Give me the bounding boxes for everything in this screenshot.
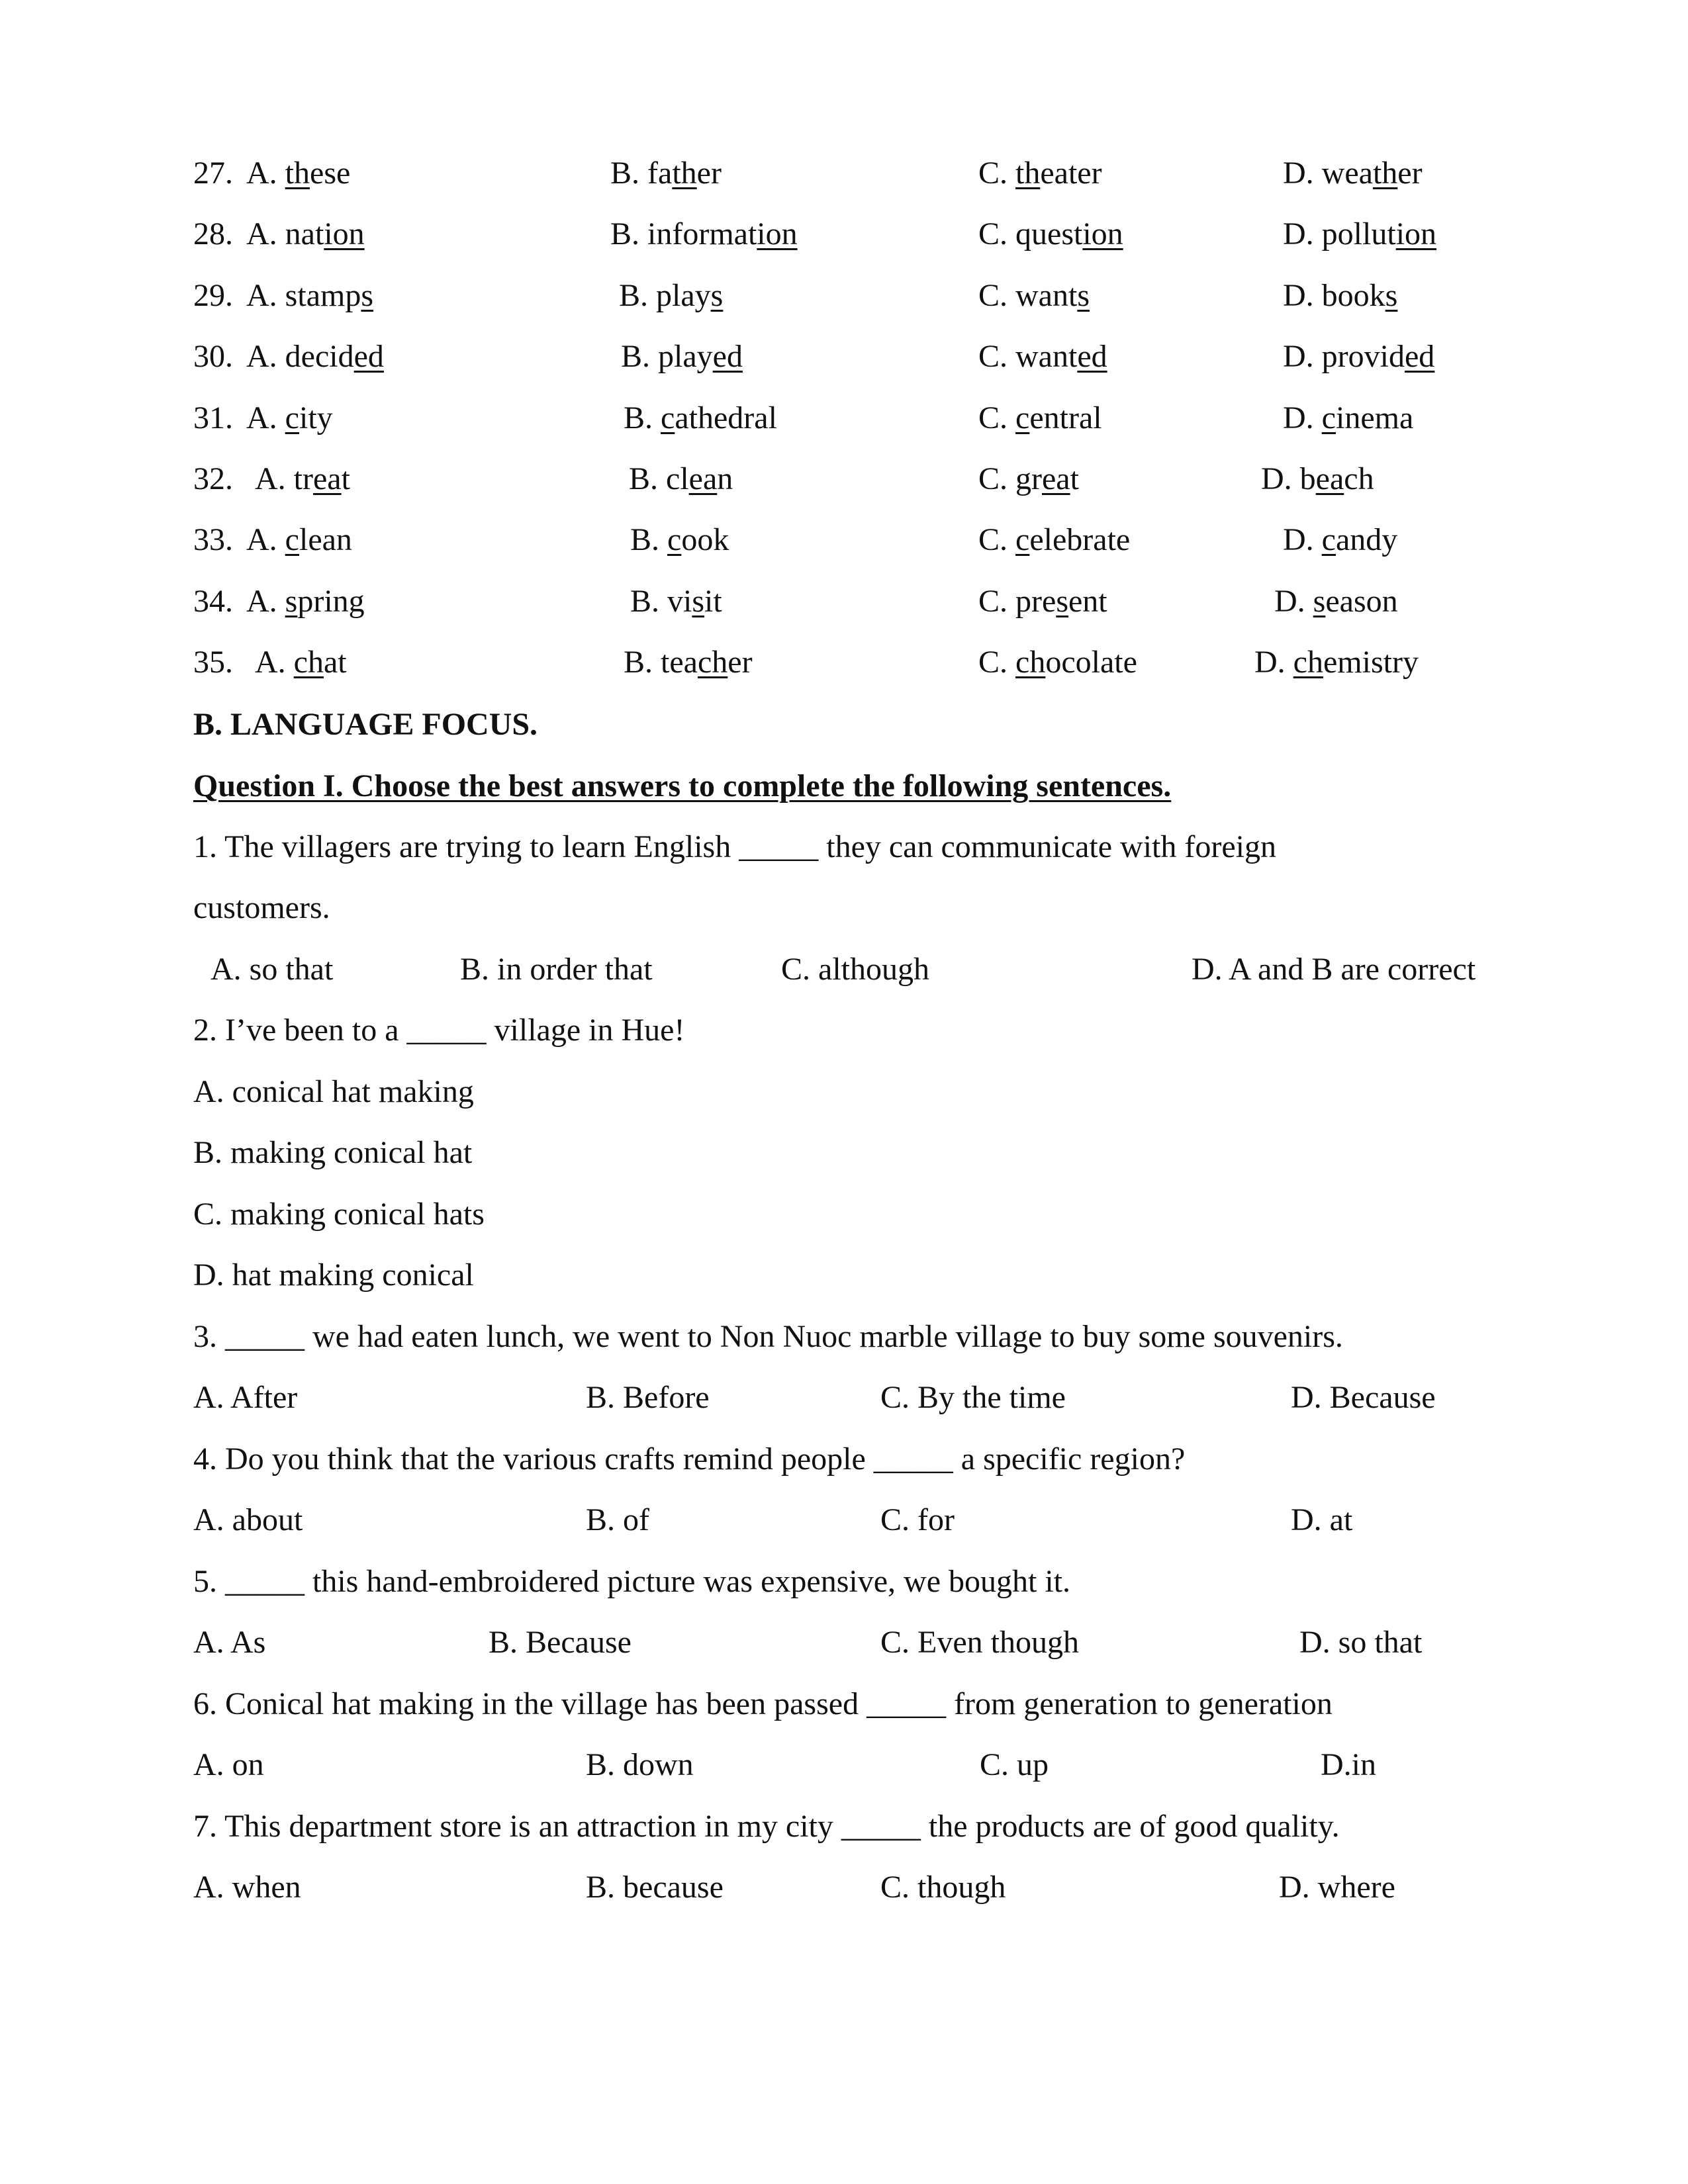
word-part: at xyxy=(323,645,347,680)
option-letter: A. xyxy=(246,216,277,251)
option-letter: A. xyxy=(255,645,286,680)
option-letter: A. xyxy=(246,584,277,619)
option-a xyxy=(255,459,350,499)
q3-stem: 3. _____ we had eaten lunch, we went to Non Nuoc marble village to buy some souvenirs. xyxy=(193,1319,1343,1354)
option-letter: B. xyxy=(610,156,640,191)
option-letter: B. xyxy=(619,278,649,313)
option-b xyxy=(630,582,722,621)
question-i-heading: Question I. Choose the best answers to complete the following sentences. xyxy=(193,768,1172,803)
q5-option-b: B. Because xyxy=(489,1625,632,1660)
option-d xyxy=(1274,582,1398,621)
word-part: er xyxy=(1397,156,1423,191)
option-d xyxy=(1283,520,1397,560)
item-number: 31. xyxy=(193,400,233,435)
option-d xyxy=(1283,398,1413,438)
q2-option-c: C. making conical hats xyxy=(193,1197,485,1232)
underlined-sound: c xyxy=(1015,522,1030,557)
option-c xyxy=(978,398,1102,438)
option-d xyxy=(1254,643,1419,682)
q3-option-c: C. By the time xyxy=(880,1380,1066,1415)
option-letter: B. xyxy=(630,584,660,619)
option-letter: B. xyxy=(610,216,640,251)
word-part: t xyxy=(1070,461,1079,496)
option-d xyxy=(1261,459,1374,499)
option-letter: C. xyxy=(978,400,1008,435)
q2-option-d: D. hat making conical xyxy=(193,1257,474,1293)
underlined-sound: c xyxy=(1321,522,1336,557)
option-a xyxy=(246,276,373,316)
q1-stem-line1: 1. The villagers are trying to learn English _____ they can communicate with foreign xyxy=(193,829,1276,864)
option-letter: D. xyxy=(1261,461,1292,496)
q5-option-c: C. Even though xyxy=(880,1625,1079,1660)
option-b xyxy=(629,459,733,499)
option-letter: D. xyxy=(1283,522,1314,557)
word-part: pre xyxy=(1015,584,1056,619)
option-a xyxy=(246,154,350,193)
underlined-sound: th xyxy=(1015,156,1041,191)
item-number: 32. xyxy=(193,461,233,496)
option-letter: A. xyxy=(246,339,277,374)
underlined-sound: s xyxy=(1313,584,1326,619)
underlined-sound: c xyxy=(285,400,299,435)
option-a xyxy=(255,643,347,682)
q3-option-d: D. Because xyxy=(1291,1380,1436,1415)
q1-stem-line2: customers. xyxy=(193,890,330,925)
option-d xyxy=(1283,337,1434,377)
option-d xyxy=(1283,154,1423,193)
option-a xyxy=(246,398,333,438)
option-letter: D. xyxy=(1274,584,1305,619)
word-part: it xyxy=(704,584,722,619)
option-b xyxy=(630,520,729,560)
q6-option-c: C. up xyxy=(980,1747,1049,1782)
underlined-sound: s xyxy=(361,278,374,313)
word-part: want xyxy=(1015,278,1078,313)
q5-option-d: D. so that xyxy=(1299,1625,1423,1660)
option-letter: A. xyxy=(246,400,277,435)
option-letter: C. xyxy=(978,156,1008,191)
word-part: pollut xyxy=(1321,216,1396,251)
item-number: 28. xyxy=(193,216,233,251)
q1-option-c: C. although xyxy=(781,952,929,987)
word-part: book xyxy=(1321,278,1385,313)
word-part: eater xyxy=(1040,156,1102,191)
word-part: eason xyxy=(1325,584,1398,619)
item-number: 29. xyxy=(193,278,233,313)
q6-stem: 6. Conical hat making in the village has been passed _____ from generation to generation xyxy=(193,1686,1333,1721)
option-b xyxy=(624,643,753,682)
word-part: ch xyxy=(1344,461,1374,496)
option-letter: D. xyxy=(1254,645,1286,680)
q3-option-a: A. After xyxy=(193,1380,298,1415)
option-letter: B. xyxy=(624,645,653,680)
word-part: gr xyxy=(1015,461,1042,496)
underlined-sound: s xyxy=(692,584,705,619)
option-letter: D. xyxy=(1283,216,1314,251)
q6-option-a: A. on xyxy=(193,1747,264,1782)
word-part: vi xyxy=(667,584,692,619)
word-part: emistry xyxy=(1323,645,1419,680)
item-number: 30. xyxy=(193,339,233,374)
word-part: tea xyxy=(661,645,698,680)
underlined-sound: ed xyxy=(712,339,743,374)
word-part: ook xyxy=(681,522,729,557)
option-letter: D. xyxy=(1283,156,1314,191)
option-b xyxy=(624,398,777,438)
q5-stem: 5. _____ this hand-embroidered picture was expensive, we bought it. xyxy=(193,1564,1071,1599)
item-number: 34. xyxy=(193,584,233,619)
underlined-sound: c xyxy=(661,400,675,435)
word-part: fa xyxy=(647,156,673,191)
underlined-sound: ion xyxy=(324,216,365,251)
option-b xyxy=(619,276,723,316)
option-c xyxy=(978,459,1079,499)
option-a xyxy=(246,582,365,621)
underlined-sound: ch xyxy=(697,645,728,680)
word-part: ocolate xyxy=(1045,645,1137,680)
q7-option-d: D. where xyxy=(1279,1870,1395,1905)
word-part: pring xyxy=(297,584,365,619)
option-d xyxy=(1283,214,1436,254)
option-d xyxy=(1283,276,1397,316)
option-letter: D. xyxy=(1283,278,1314,313)
q7-option-b: B. because xyxy=(586,1870,724,1905)
underlined-sound: ea xyxy=(1042,461,1070,496)
q4-option-b: B. of xyxy=(586,1502,649,1537)
underlined-sound: c xyxy=(667,522,682,557)
underlined-sound: ion xyxy=(1082,216,1123,251)
underlined-sound: ion xyxy=(1395,216,1437,251)
underlined-sound: ch xyxy=(293,645,324,680)
q6-option-d: D.in xyxy=(1321,1747,1376,1782)
word-part: provid xyxy=(1321,339,1405,374)
q2-option-b: B. making conical hat xyxy=(193,1135,473,1170)
word-part: want xyxy=(1015,339,1078,374)
word-part: t xyxy=(341,461,350,496)
underlined-sound: ea xyxy=(688,461,718,496)
underlined-sound: ea xyxy=(1315,461,1344,496)
word-part: n xyxy=(717,461,733,496)
underlined-sound: th xyxy=(1372,156,1398,191)
option-letter: A. xyxy=(255,461,286,496)
q7-stem: 7. This department store is an attraction in my city _____ the products are of good quality. xyxy=(193,1809,1340,1844)
option-letter: D. xyxy=(1283,339,1314,374)
word-part: inema xyxy=(1335,400,1414,435)
underlined-sound: ion xyxy=(757,216,798,251)
word-part: stamp xyxy=(285,278,361,313)
word-part: andy xyxy=(1335,522,1398,557)
item-number: 35. xyxy=(193,645,233,680)
q7-option-c: C. though xyxy=(880,1870,1006,1905)
option-letter: A. xyxy=(246,156,277,191)
word-part: ent xyxy=(1068,584,1107,619)
option-c xyxy=(978,520,1130,560)
word-part: lean xyxy=(299,522,352,557)
underlined-sound: th xyxy=(672,156,697,191)
option-c xyxy=(978,154,1102,193)
q4-stem: 4. Do you think that the various crafts remind people _____ a specific region? xyxy=(193,1441,1186,1477)
underlined-sound: s xyxy=(1056,584,1068,619)
q5-option-a: A. As xyxy=(193,1625,266,1660)
q2-stem: 2. I’ve been to a _____ village in Hue! xyxy=(193,1013,685,1048)
option-letter: C. xyxy=(978,645,1008,680)
word-part: quest xyxy=(1015,216,1083,251)
option-c xyxy=(978,643,1137,682)
q4-option-d: D. at xyxy=(1291,1502,1353,1537)
word-part: cl xyxy=(666,461,689,496)
underlined-sound: c xyxy=(1321,400,1336,435)
q1-option-d: D. A and B are correct xyxy=(1192,952,1476,987)
word-part: b xyxy=(1299,461,1316,496)
word-part: tr xyxy=(293,461,313,496)
word-part: nat xyxy=(285,216,324,251)
q1-option-a: A. so that xyxy=(211,952,334,987)
underlined-sound: ea xyxy=(313,461,342,496)
option-letter: A. xyxy=(246,522,277,557)
word-part: play xyxy=(658,339,713,374)
option-letter: A. xyxy=(246,278,277,313)
q3-option-b: B. Before xyxy=(586,1380,710,1415)
word-part: entral xyxy=(1029,400,1102,435)
q6-option-b: B. down xyxy=(586,1747,694,1782)
option-letter: C. xyxy=(978,339,1008,374)
option-letter: C. xyxy=(978,461,1008,496)
underlined-sound: ed xyxy=(353,339,384,374)
word-part: elebrate xyxy=(1029,522,1131,557)
option-a xyxy=(246,214,365,254)
option-b xyxy=(610,214,798,254)
option-letter: C. xyxy=(978,278,1008,313)
underlined-sound: ed xyxy=(1405,339,1435,374)
option-letter: B. xyxy=(630,522,660,557)
option-letter: C. xyxy=(978,216,1008,251)
q2-option-a: A. conical hat making xyxy=(193,1074,474,1109)
word-part: er xyxy=(727,645,753,680)
option-c xyxy=(978,214,1123,254)
option-letter: C. xyxy=(978,522,1008,557)
word-part: wea xyxy=(1321,156,1373,191)
word-part: athedral xyxy=(675,400,777,435)
q7-option-a: A. when xyxy=(193,1870,301,1905)
option-letter: C. xyxy=(978,584,1008,619)
option-c xyxy=(978,337,1107,377)
underlined-sound: s xyxy=(1077,278,1090,313)
option-c xyxy=(978,582,1107,621)
option-letter: B. xyxy=(621,339,651,374)
underlined-sound: th xyxy=(285,156,310,191)
q4-option-c: C. for xyxy=(880,1502,955,1537)
underlined-sound: ed xyxy=(1077,339,1107,374)
option-b xyxy=(610,154,722,193)
option-letter: B. xyxy=(629,461,659,496)
word-part: decid xyxy=(285,339,354,374)
underlined-sound: s xyxy=(1385,278,1398,313)
option-c xyxy=(978,276,1090,316)
word-part: play xyxy=(656,278,711,313)
word-part: informat xyxy=(647,216,757,251)
item-number: 27. xyxy=(193,156,233,191)
underlined-sound: s xyxy=(710,278,724,313)
q1-option-b: B. in order that xyxy=(460,952,653,987)
option-letter: B. xyxy=(624,400,653,435)
option-a xyxy=(246,520,352,560)
underlined-sound: c xyxy=(285,522,299,557)
underlined-sound: c xyxy=(1015,400,1030,435)
option-letter: D. xyxy=(1283,400,1314,435)
underlined-sound: ch xyxy=(1293,645,1323,680)
q4-option-a: A. about xyxy=(193,1502,303,1537)
word-part: ity xyxy=(299,400,333,435)
underlined-sound: ch xyxy=(1015,645,1046,680)
word-part: ese xyxy=(310,156,351,191)
section-b-heading: B. LANGUAGE FOCUS. xyxy=(193,707,538,742)
item-number: 33. xyxy=(193,522,233,557)
option-b xyxy=(621,337,743,377)
underlined-sound: s xyxy=(285,584,298,619)
word-part: er xyxy=(696,156,722,191)
option-a xyxy=(246,337,384,377)
